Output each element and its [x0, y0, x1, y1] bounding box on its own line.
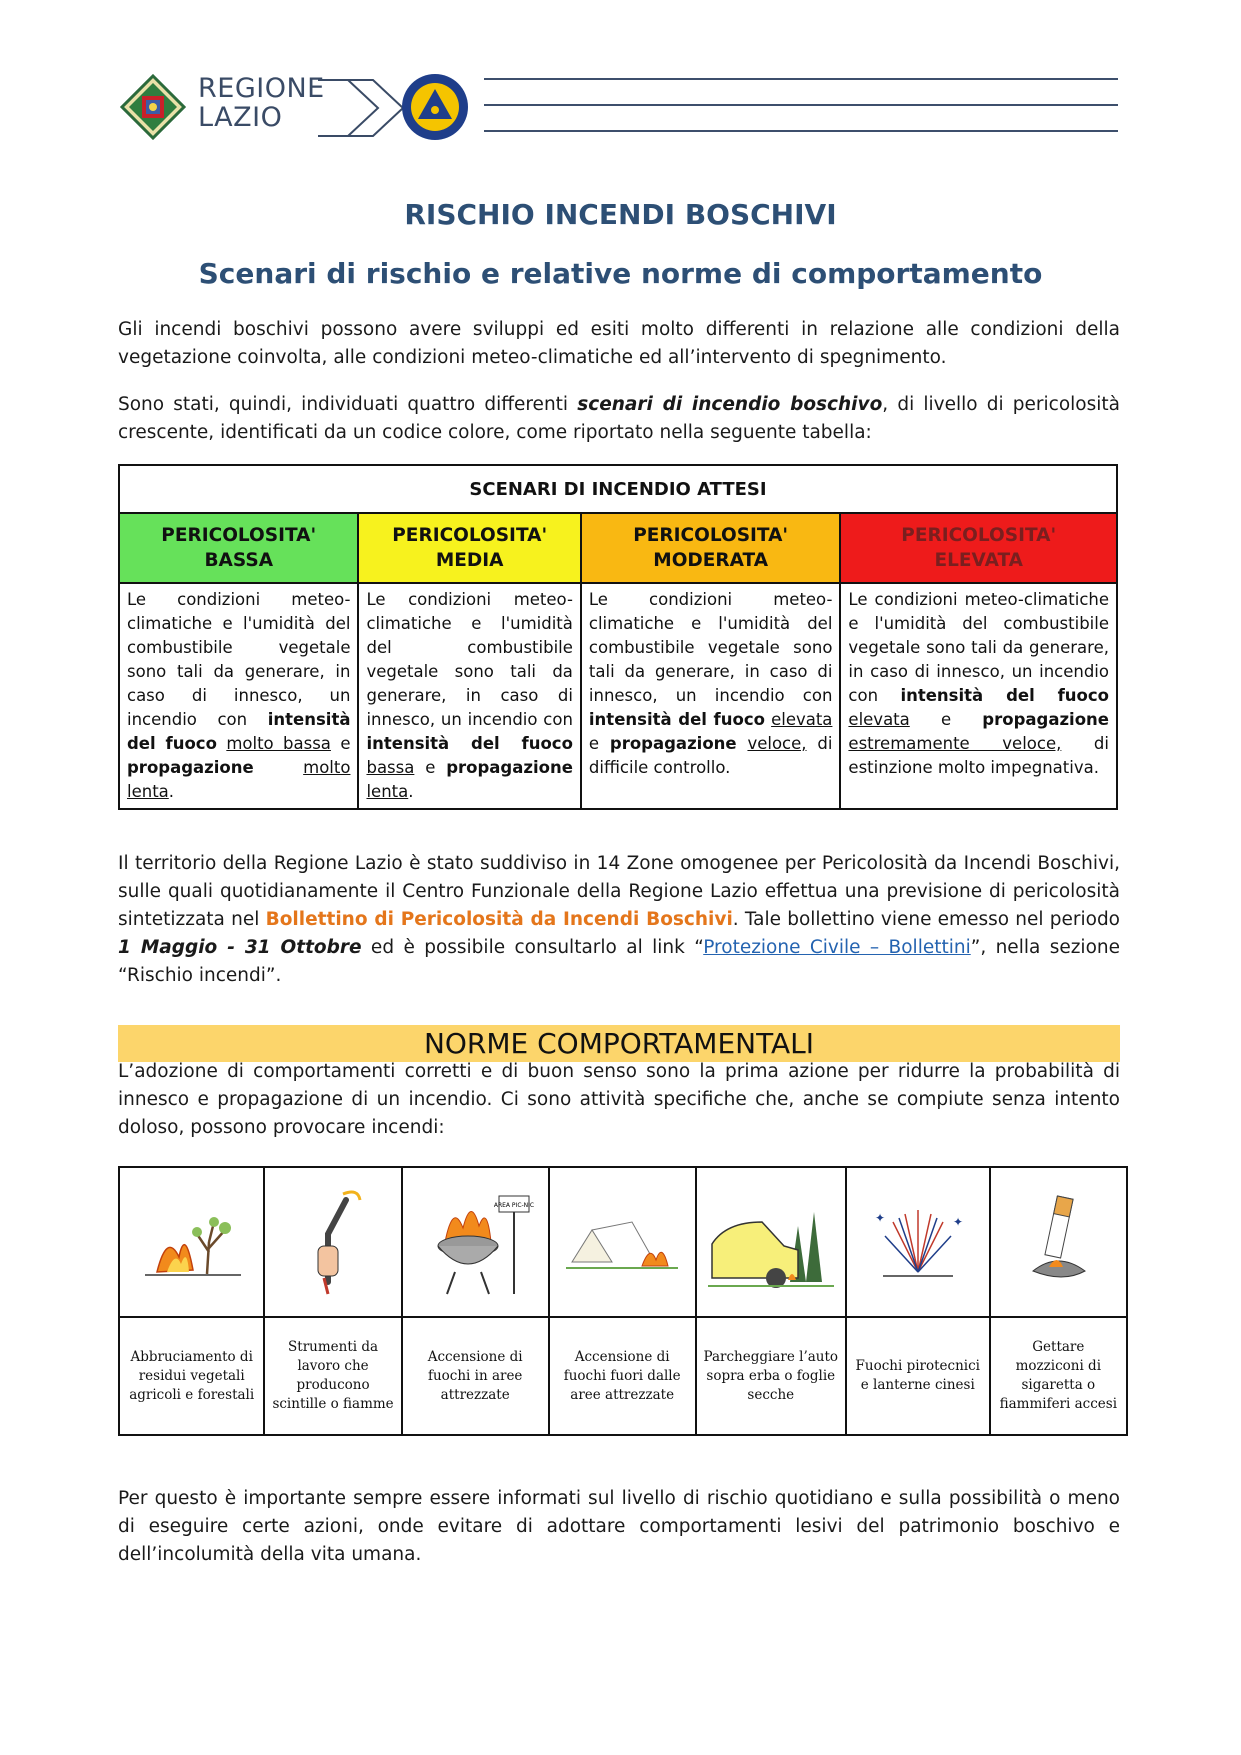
welding-torch-icon: [288, 1182, 378, 1302]
activity-label: Parcheggiare l’auto sopra erba o foglie secche: [696, 1317, 846, 1435]
activity-label: Accensione di fuochi fuori dalle aree attrezzate: [549, 1317, 696, 1435]
desc-bassa: Le condizioni meteo-climatiche e l'umidità del combustibile vegetale sono tali da generare, in caso di innesco, un incendio con intensità del fuoco molto bassa e propagazione molto lenta.: [119, 583, 358, 809]
page-subtitle: Scenari di rischio e relative norme di comportamento: [198, 257, 1043, 290]
intro-paragraph-1: Gli incendi boschivi possono avere sviluppi ed esiti molto differenti in relazione alle condizioni della vegetazione coinvolta, alle condizioni meteo-climatiche ed all’intervento di spegnimento.: [118, 319, 1120, 368]
level-bassa: PERICOLOSITA' BASSA: [119, 513, 358, 583]
activity-label: Accensione di fuochi in aree attrezzate: [402, 1317, 549, 1435]
car-on-grass-icon: [706, 1182, 836, 1302]
campfire-icon: [562, 1202, 682, 1282]
activity-label: Fuochi pirotecnici e lanterne cinesi: [846, 1317, 990, 1435]
fireworks-icon: [863, 1192, 973, 1292]
centro-funzionale-logo-icon: [400, 72, 470, 142]
norme-heading: NORME COMPORTAMENTALI: [118, 1025, 1120, 1062]
area-picnic-sign: AREA PIC-NIC: [494, 1202, 535, 1209]
scenari-table-header: SCENARI DI INCENDIO ATTESI: [119, 465, 1117, 513]
activity-label: Abbruciamento di residui vegetali agricoli e forestali: [119, 1317, 264, 1435]
desc-media: Le condizioni meteo-climatiche e l'umidità del combustibile vegetale sono tali da generare, in caso di innesco, un incendio con intensità del fuoco bassa e propagazione lenta.: [358, 583, 580, 809]
scenari-table: [118, 464, 1118, 810]
barbecue-icon: [415, 1182, 535, 1302]
activity-label: Gettare mozziconi di sigaretta o fiammiferi accesi: [990, 1317, 1127, 1435]
level-elevata: PERICOLOSITA' ELEVATA: [840, 513, 1117, 583]
level-moderata: PERICOLOSITA' MODERATA: [581, 513, 841, 583]
territorio-paragraph: Il territorio della Regione Lazio è stato suddiviso in 14 Zone omogenee per Pericolosità da Incendi Boschivi, sulle quali quotidianamente il Centro Funzionale della Regione Lazio effettua una previsione di pericolosità sintetizzata nel Bollettino di Pericolosità da Incendi Boschivi. Tale bollettino viene emesso nel periodo 1 Maggio - 31 Ottobre ed è possibile consultarlo al link “Protezione Civile – Bollettini”, nella sezione “Rischio incendi”.: [118, 853, 1121, 986]
desc-elevata: Le condizioni meteo-climatiche e l'umidità del combustibile vegetale sono tali da generare, in caso di innesco, un incendio con intensità del fuoco elevata e propagazione estremamente veloce, di estinzione molto impegnativa.: [840, 583, 1117, 809]
intro-paragraph-2: Sono stati, quindi, individuati quattro differenti scenari di incendio boschivo, di livello di pericolosità crescente, identificati da un codice colore, come riportato nella seguente tabella:: [118, 394, 1120, 443]
activity-image-cell: [846, 1167, 990, 1317]
logo-divider-icon: [318, 76, 408, 140]
page-title: RISCHIO INCENDI BOSCHIVI: [404, 198, 837, 231]
activity-image-cell: [696, 1167, 846, 1317]
activity-image-cell: [402, 1167, 549, 1317]
bollettini-link[interactable]: Protezione Civile – Bollettini: [703, 937, 971, 958]
burning-brush-icon: [137, 1202, 247, 1282]
level-media: PERICOLOSITA' MEDIA: [358, 513, 580, 583]
desc-moderata: Le condizioni meteo-climatiche e l'umidità del combustibile vegetale sono tali da generare, in caso di innesco, un incendio con intensità del fuoco elevata e propagazione veloce, di difficile controllo.: [581, 583, 841, 809]
bollettino-highlight: Bollettino di Pericolosità da Incendi Boschivi: [265, 909, 733, 930]
regione-lazio-emblem-icon: [120, 74, 186, 140]
activity-image-cell: [119, 1167, 264, 1317]
closing-paragraph: Per questo è importante sempre essere informati sul livello di rischio quotidiano e sulla possibilità o meno di eseguire certe azioni, onde evitare di adottare comportamenti lesivi del patrimonio boschivo e dell’incolumità della vita umana.: [118, 1488, 1120, 1565]
norme-paragraph: L’adozione di comportamenti corretti e di buon senso sono la prima azione per ridurre la probabilità di innesco e propagazione di un incendio. Ci sono attività specifiche che, anche se compiute senza intento doloso, possono provocare incendi:: [118, 1061, 1120, 1138]
activity-image-cell: [990, 1167, 1127, 1317]
cigarette-icon: [1013, 1187, 1103, 1297]
svg-text:✦: ✦: [874, 1211, 885, 1225]
activity-label: Strumenti da lavoro che producono scintille o fiamme: [264, 1317, 401, 1435]
activities-table: [118, 1166, 1128, 1436]
activity-image-cell: [549, 1167, 696, 1317]
header-rules: [484, 78, 1118, 156]
svg-text:✦: ✦: [952, 1215, 963, 1229]
page-header: [118, 70, 1118, 146]
activity-image-cell: [264, 1167, 401, 1317]
regione-lazio-wordmark: REGIONE LAZIO: [198, 73, 325, 133]
